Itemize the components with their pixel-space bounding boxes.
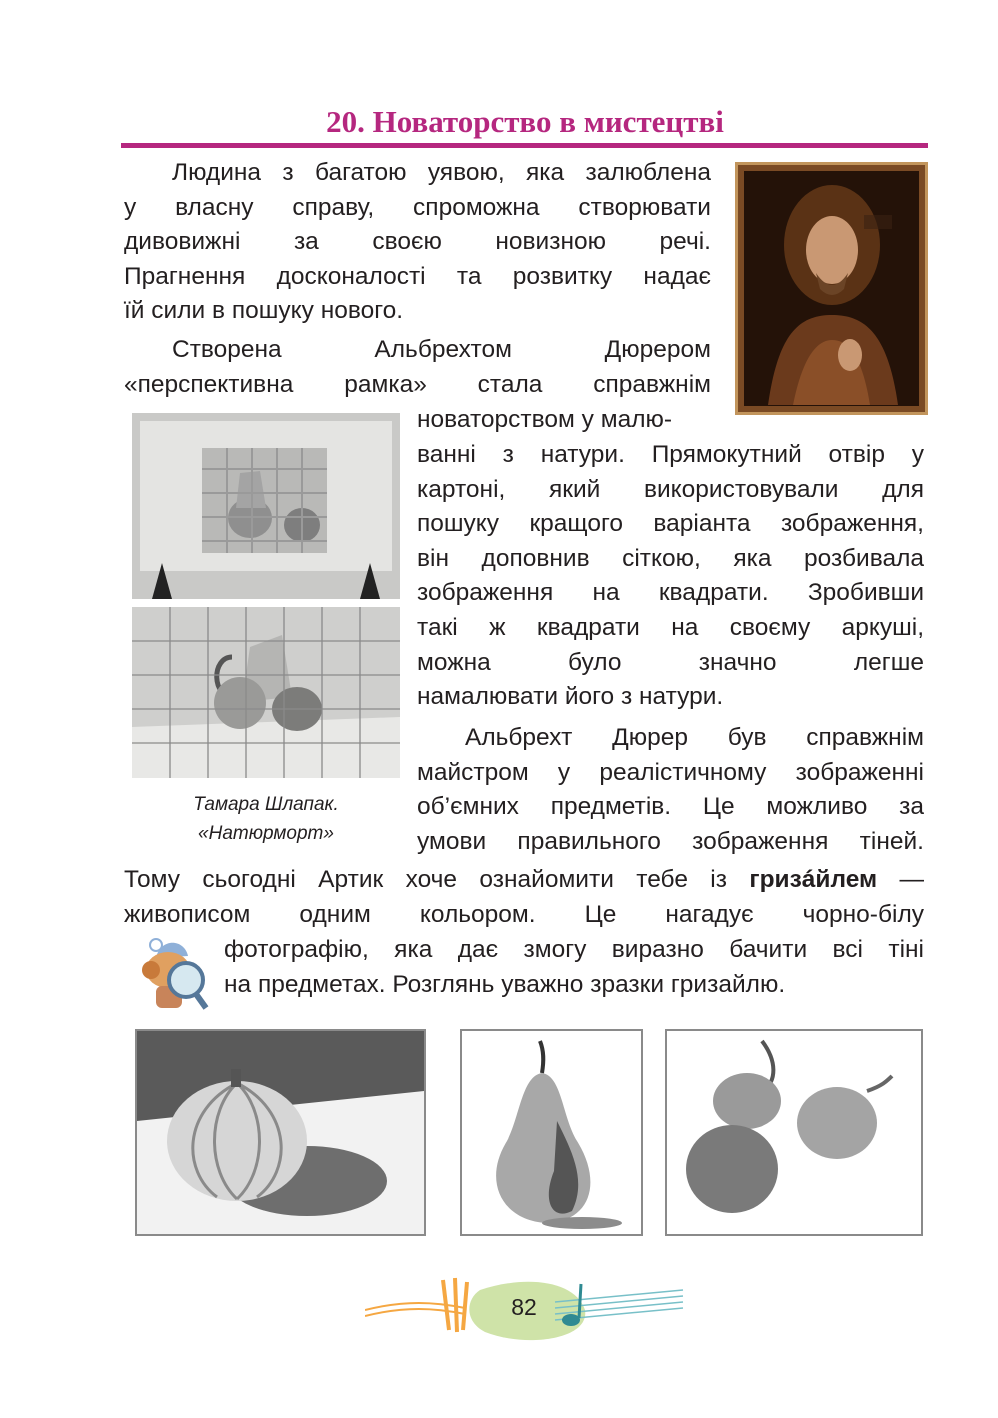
text-line: Людина з багатою уявою, яка залюблена [172, 159, 711, 186]
text-line: Альбрехт Дюрер був справжнім [465, 724, 924, 751]
artik-character [126, 936, 210, 1016]
caption-author: Тамара Шлапак. [193, 794, 339, 815]
text-line: зображення на квадрати. Зробивши [417, 579, 924, 607]
text-line: живописом одним кольором. Це нагадує чорно-білу [124, 900, 924, 928]
text-line: їй сили в пошуку нового. [124, 297, 404, 325]
paragraph-frame-a [124, 333, 711, 402]
caption-title: «Натюрморт» [198, 823, 334, 844]
paragraph-intro [124, 156, 711, 329]
text-line: пошуку кращого варіанта зображення, [417, 510, 924, 538]
paragraph-frame-b [417, 403, 717, 438]
page-number: 82 [511, 1294, 537, 1320]
text-line: він доповнив сіткою, яка розбивала [417, 544, 924, 572]
text-line: Створена Альбрехтом Дюрером [172, 336, 711, 363]
title-rule [121, 143, 928, 148]
text-line: намалювати його з натури. [417, 683, 724, 711]
text-line: Тому сьогодні Артик хоче ознайомити тебе із гризáйлем — [124, 866, 924, 893]
chapter-title: 20. Новаторство в мистецтві [326, 104, 724, 139]
text-line: фотографію, яка дає змогу виразно бачити всі тіні [224, 936, 924, 963]
grisaille-pumpkin [135, 1029, 426, 1236]
text-line: майстром у реалістичному зображенні [417, 758, 924, 786]
text-line: у власну справу, спроможна створювати [124, 193, 711, 221]
perspective-frame-photo [132, 413, 400, 599]
text-line: Прагнення досконалості та розвитку надає [124, 262, 711, 290]
text-line: такі ж квадрати на своєму аркуші, [417, 613, 924, 641]
text-line: ванні з натури. Прямокутний отвір у [417, 441, 924, 468]
text-line: новаторством у малю- [417, 406, 673, 433]
grisaille-onions [665, 1029, 923, 1236]
text-line: на предметах. Розглянь уважно зразки гризайлю. [224, 970, 786, 998]
term-grisaille: гризáйлем [749, 866, 878, 893]
text-line: дивовижні за своєю новизною речі. [124, 228, 711, 256]
text-line: «перспективна рамка» стала справжнім [124, 370, 711, 398]
grisaille-pear [460, 1029, 643, 1236]
paragraph-grisaille-cont [224, 933, 924, 1002]
text-line: об’ємних предметів. Це можливо за [417, 793, 924, 821]
paragraph-frame-c [417, 438, 924, 715]
paragraph-grisaille [124, 863, 924, 932]
paragraph-durer [417, 721, 924, 859]
durer-portrait [735, 162, 928, 415]
text-line: можна було значно легше [417, 648, 924, 676]
text-line: картоні, який використовували для [417, 475, 924, 503]
still-life-drawing [132, 607, 400, 778]
image-caption [132, 790, 400, 848]
text-line: умови правильного зображення тіней. [417, 827, 924, 855]
